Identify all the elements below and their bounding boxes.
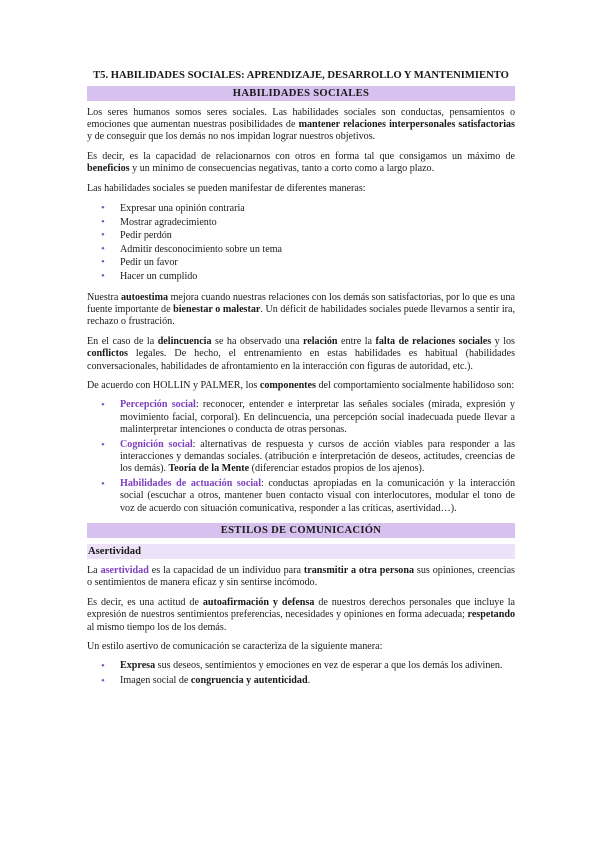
list-item: • Pedir un favor	[120, 256, 515, 270]
components-list	[87, 399, 515, 515]
paragraph-intro: Los seres humanos somos seres sociales. Las habilidades sociales son conductas, pensamientos o emociones que aumentan nuestras posibilidades de mantener relaciones interpersonales satisfactorias y de conseguir que los demás no nos impidan lograr nuestros objetivos.	[87, 106, 515, 143]
list-item: • Expresa sus deseos, sentimientos y emociones en vez de esperar a que los demás los adivinen.	[120, 660, 515, 672]
paragraph-componentes: De acuerdo con HOLLIN y PALMER, los componentes del comportamiento socialmente habilidoso son:	[87, 379, 515, 391]
assertive-traits-list	[87, 660, 515, 687]
section-heading-estilos-comunicacion: ESTILOS DE COMUNICACIÓN	[87, 523, 515, 538]
list-item: • Mostrar agradecimiento	[120, 216, 515, 230]
list-item: • Admitir desconocimiento sobre un tema	[120, 243, 515, 257]
paragraph-autoestima: Nuestra autoestima mejora cuando nuestras relaciones con los demás son satisfactorias, por lo que es una fuente importante de bienestar o malestar. Un déficit de habilidades sociales puede llevarnos a sentir ira, rechazo o frustración.	[87, 291, 516, 328]
list-item-habilidades-actuacion: • Habilidades de actuación social: conductas apropiadas en la comunicación y la interacción social (escuchar a otros, mantener buen contacto visual con interlocutores, modular el tono de voz de acuerdo con situación comunicativa, responder a las críticas, asertividad…).	[120, 478, 515, 515]
manifestations-list	[87, 202, 515, 284]
list-item: • Hacer un cumplido	[120, 270, 515, 284]
document-content	[87, 70, 515, 695]
subsection-heading-asertividad: Asertividad	[87, 544, 515, 559]
list-item-percepcion-social: • Percepción social: reconocer, entender e interpretar las señales sociales (mirada, expresión y movimiento facial, corporal). En delincuencia, una percepción social inadecuada puede llevar a malinterpretar intenciones o conducta de otras personas.	[120, 399, 515, 436]
document-title: T5. HABILIDADES SOCIALES: APRENDIZAJE, DESARROLLO Y MANTENIMIENTO	[93, 70, 509, 81]
paragraph-capacity: Es decir, es la capacidad de relacionarnos con otros en forma tal que consigamos un máximo de beneficios y un mínimo de consecuencias negativas, tanto a corto como a largo plazo.	[87, 150, 515, 175]
paragraph-delincuencia: En el caso de la delincuencia se ha observado una relación entre la falta de relaciones sociales y los conflictos legales. De hecho, el entrenamiento en estas habilidades es habitual (habilidades conversacionales, habilidades de afrontamiento en la interacción con figuras de autoridad, etc.).	[87, 335, 515, 372]
list-item: • Imagen social de congruencia y autenticidad.	[120, 675, 515, 687]
list-item-cognicion-social: • Cognición social: alternativas de respuesta y cursos de acción viables para responder a las interacciones y demandas sociales. (atribución e interpretación de deseos, actitudes, creencias de los demás). Teoría de la Mente (diferenciar estados propios de los ajenos).	[120, 439, 515, 476]
paragraph-asertividad: La asertividad es la capacidad de un individuo para transmitir a otra persona sus opiniones, creencias o sentimientos de manera eficaz y sin sentirse incómodo.	[87, 565, 515, 589]
section-heading-habilidades-sociales: HABILIDADES SOCIALES	[87, 86, 515, 101]
paragraph-manifestations: Las habilidades sociales se pueden manifestar de diferentes maneras:	[87, 182, 366, 194]
list-item: • Expresar una opinión contraria	[120, 202, 515, 216]
list-item: • Pedir perdón	[120, 229, 515, 243]
paragraph-estilo-asertivo: Un estilo asertivo de comunicación se caracteriza de la siguiente manera:	[87, 641, 383, 653]
paragraph-autoafirmacion: Es decir, es una actitud de autoafirmación y defensa de nuestros derechos personales que incluye la expresión de nuestros sentimientos preferencias, necesidades y opiniones en forma adecuada; respetando al mismo tiempo los de los demás.	[87, 596, 516, 633]
